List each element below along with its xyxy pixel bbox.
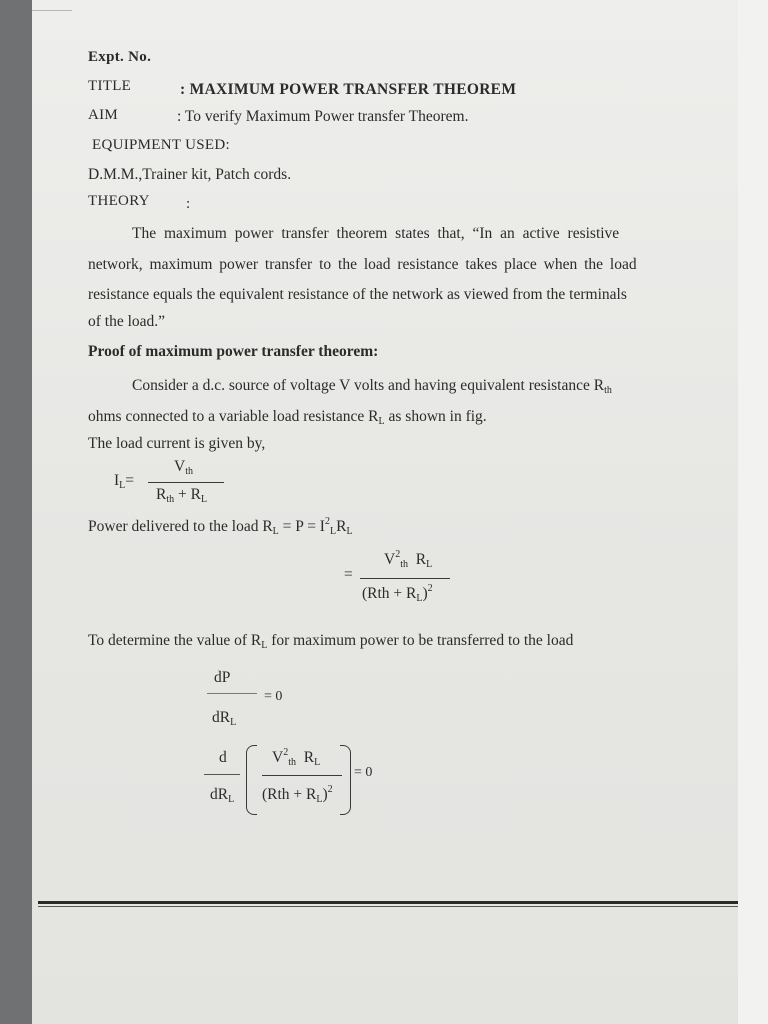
d-numerator: d	[219, 749, 227, 766]
power-denominator: $(Rth + R_L)^2$	[362, 583, 433, 604]
page-bottom-rule	[38, 901, 738, 904]
bracket-numerator: $V^2_{th}$ $R_L$	[272, 747, 321, 768]
equipment-value: D.M.M.,Trainer kit, Patch cords.	[88, 166, 292, 183]
d-denominator: $dR_L$	[210, 786, 235, 805]
proof-line-3: The load current is given by,	[88, 435, 266, 452]
title-value: : MAXIMUM POWER TRANSFER THEOREM	[180, 81, 517, 98]
dp-fraction-line	[207, 693, 257, 694]
load-current-fraction-line	[148, 482, 224, 483]
theory-line-2: network, maximum power transfer to the load resistance takes place when the load	[88, 256, 637, 273]
dp-denominator: $dR_L$	[212, 709, 237, 728]
page-edge	[738, 0, 768, 1024]
load-current-lhs: $I_L=$	[114, 472, 135, 491]
aim-value: : To verify Maximum Power transfer Theorem.	[177, 108, 469, 125]
determine-line: To determine the value of $R_L$ for maximum power to be transferred to the load	[88, 632, 574, 651]
bracket-equals-zero: = 0	[354, 765, 373, 780]
proof-heading: Proof of maximum power transfer theorem:	[88, 343, 379, 360]
theory-colon: :	[186, 196, 191, 212]
proof-line-2: ohms connected to a variable load resistance $R_L$ as shown in fig.	[88, 408, 487, 427]
theory-line-1: The maximum power transfer theorem states that, “In an active resistive	[132, 225, 620, 242]
title-label: TITLE	[88, 78, 132, 94]
proof-line-1: Consider a d.c. source of voltage V volts and having equivalent resistance $R_{th}$	[132, 377, 612, 396]
dp-numerator: dP	[214, 669, 231, 686]
dp-equals-zero: = 0	[264, 689, 283, 704]
d-fraction-line	[204, 774, 240, 775]
theory-line-4: of the load.”	[88, 313, 166, 330]
theory-line-3: resistance equals the equivalent resistance of the network as viewed from the terminals	[88, 286, 627, 303]
power-equals: =	[344, 566, 353, 583]
power-numerator: $V^2_{th}$ $R_L$	[384, 549, 433, 570]
right-bracket	[340, 745, 351, 815]
expt-number-label: Expt. No.	[88, 49, 152, 65]
bracket-fraction-line	[262, 775, 342, 776]
equipment-label: EQUIPMENT USED:	[92, 137, 230, 153]
left-bracket	[246, 745, 257, 815]
power-delivered-line: Power delivered to the load $R_L = P = I^2_LR_L$	[88, 516, 353, 537]
load-current-denominator: $R_{th} + R_L$	[156, 486, 208, 505]
bracket-denominator: $(Rth + R_L)^2$	[262, 784, 333, 805]
aim-label: AIM	[88, 107, 119, 123]
page-bottom-rule-thin	[38, 906, 738, 907]
load-current-numerator: $V_{th}$	[174, 458, 193, 477]
power-fraction-line	[360, 578, 450, 579]
page-fold	[32, 0, 72, 11]
theory-label: THEORY	[88, 193, 150, 209]
